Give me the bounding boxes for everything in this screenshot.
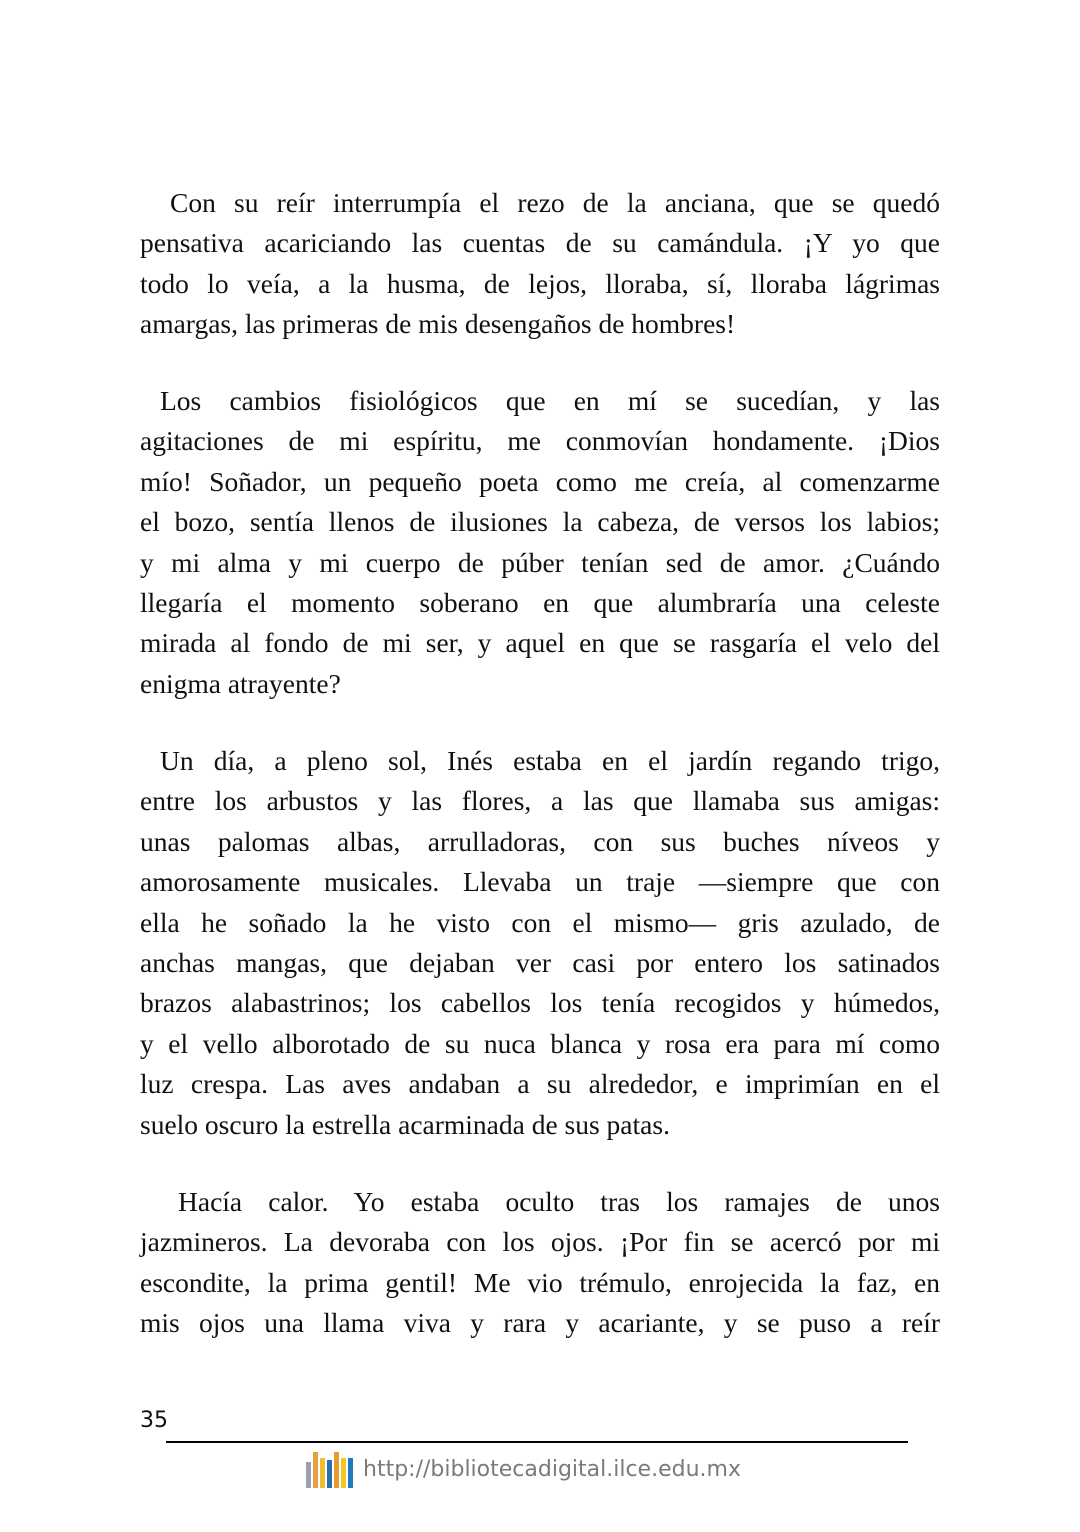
paragraph-4	[140, 1182, 940, 1344]
text-line: Con su reír interrumpía el rezo de la anciana, que se quedó	[170, 187, 940, 218]
paragraph-3	[140, 741, 940, 1145]
library-books-logo-icon	[306, 1450, 353, 1488]
text-line: luz crespa. Las aves andaban a su alrededor, e imprimían en el	[140, 1068, 940, 1100]
text-line: Los cambios fisiológicos que en mí se sucedían, y las	[160, 385, 940, 416]
text-line: mío! Soñador, un pequeño poeta como me creía, al comenzarme	[140, 465, 940, 497]
text-line: amorosamente musicales. Llevaba un traje —siempre que con	[140, 866, 940, 898]
text-line: ella he soñado la he visto con el mismo— gris azulado, de	[140, 906, 940, 938]
text-line: pensativa acariciando las cuentas de su camándula. ¡Y yo que	[140, 227, 940, 259]
book-spine	[320, 1458, 325, 1488]
text-line: entre los arbustos y las flores, a las que llamaba sus amigas:	[140, 785, 940, 817]
text-line: escondite, la prima gentil! Me vio trémulo, enrojecida la faz, en	[140, 1266, 940, 1298]
book-spine	[341, 1458, 346, 1488]
text-line: unas palomas albas, arrulladoras, con sus buches níveos y	[140, 825, 940, 857]
text-line: agitaciones de mi espíritu, me conmovían hondamente. ¡Dios	[140, 425, 940, 457]
text-line: y mi alma y mi cuerpo de púber tenían sed de amor. ¿Cuándo	[140, 546, 940, 578]
book-spine	[313, 1452, 318, 1488]
text-line: suelo oscuro la estrella acarminada de sus patas.	[140, 1108, 670, 1140]
text-line: enigma atrayente?	[140, 667, 341, 699]
book-spine	[348, 1458, 353, 1488]
text-line: todo lo veía, a la husma, de lejos, lloraba, sí, lloraba lágrimas	[140, 267, 940, 299]
footer-url-link[interactable]: http://bibliotecadigital.ilce.edu.mx	[363, 1456, 741, 1482]
paragraph-2	[140, 381, 940, 704]
text-line: Un día, a pleno sol, Inés estaba en el jardín regando trigo,	[160, 745, 940, 776]
book-spine	[334, 1452, 339, 1488]
text-line: amargas, las primeras de mis desengaños de hombres!	[140, 308, 736, 340]
footer-divider	[166, 1441, 908, 1443]
text-line: el bozo, sentía llenos de ilusiones la cabeza, de versos los labios;	[140, 506, 940, 538]
footer	[306, 1450, 741, 1488]
text-line: mirada al fondo de mi ser, y aquel en que se rasgaría el velo del	[140, 627, 940, 659]
page-number: 35	[140, 1408, 168, 1433]
text-line: brazos alabastrinos; los cabellos los tenía recogidos y húmedos,	[140, 987, 940, 1019]
text-line: llegaría el momento soberano en que alumbraría una celeste	[140, 586, 940, 618]
text-line: jazmineros. La devoraba con los ojos. ¡Por fin se acercó por mi	[140, 1226, 940, 1258]
book-spine	[306, 1462, 311, 1488]
paragraph-1	[140, 183, 940, 345]
text-line: y el vello alborotado de su nuca blanca y rosa era para mí como	[140, 1027, 940, 1059]
text-line: anchas mangas, que dejaban ver casi por entero los satinados	[140, 946, 940, 978]
book-spine	[327, 1460, 332, 1488]
text-line: Hacía calor. Yo estaba oculto tras los ramajes de unos	[178, 1186, 940, 1217]
text-line: mis ojos una llama viva y rara y acariante, y se puso a reír	[140, 1307, 940, 1339]
